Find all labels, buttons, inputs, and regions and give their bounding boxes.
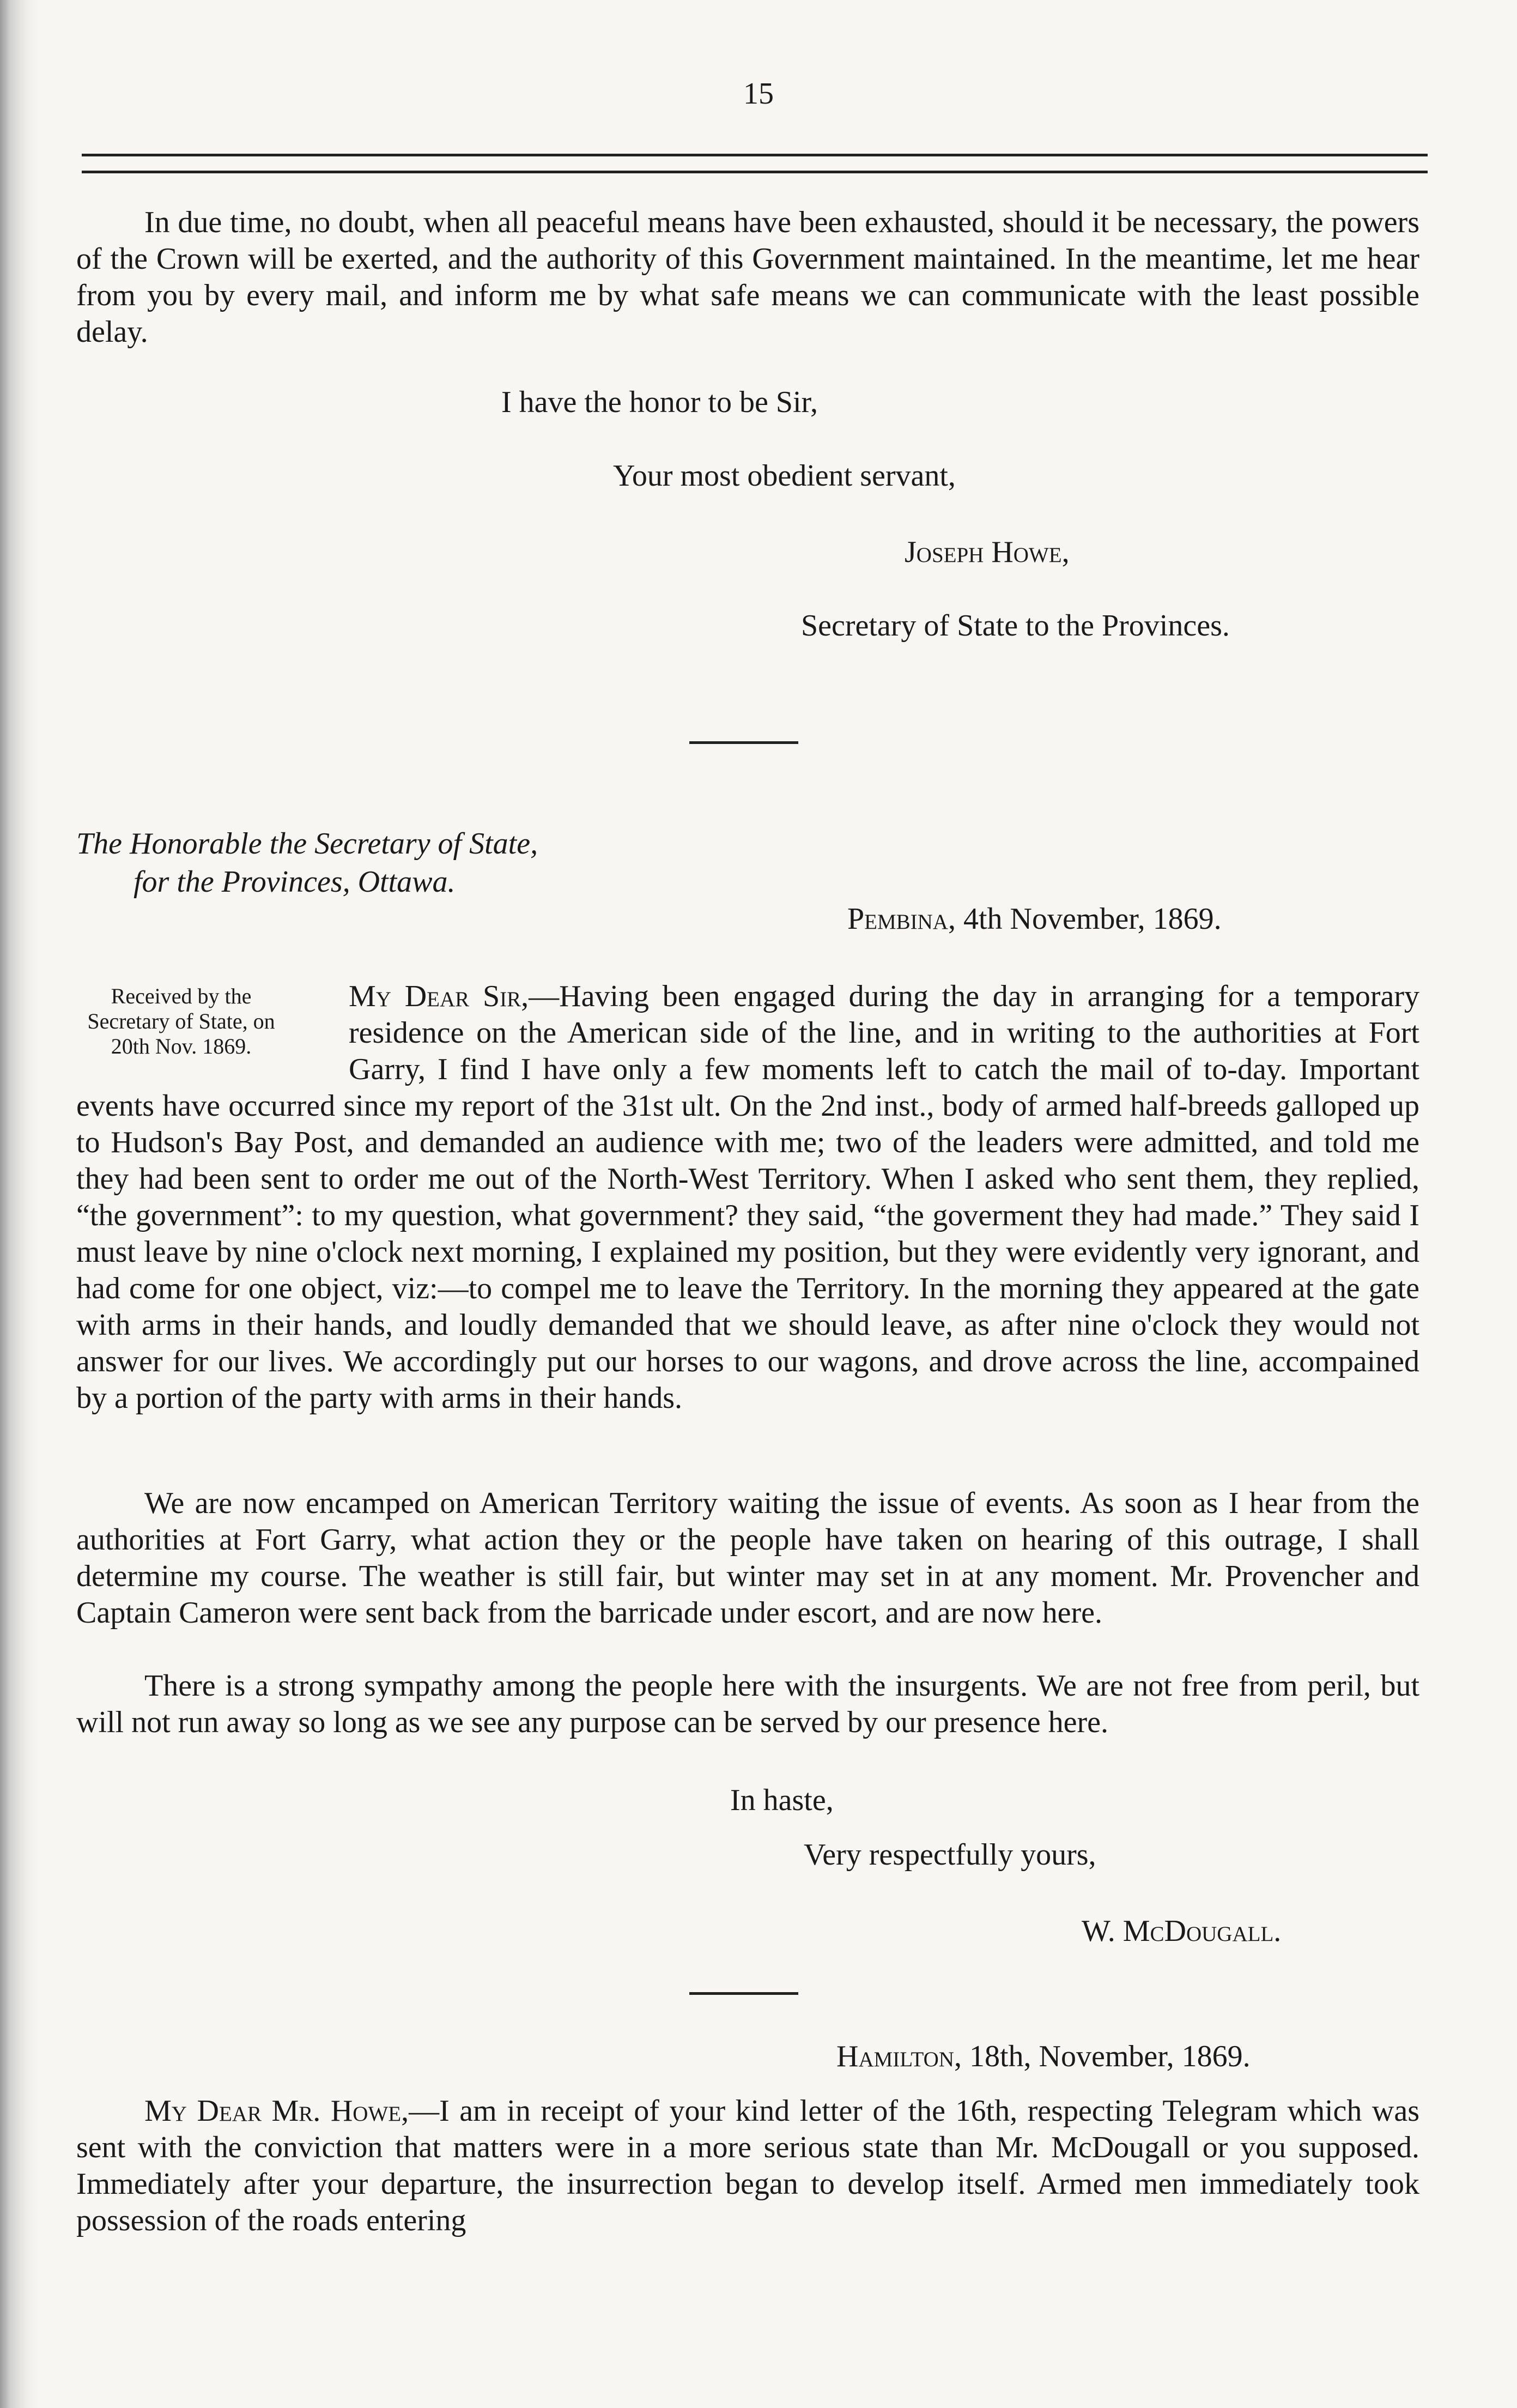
letter2-closing-2: Very respectfully yours, <box>804 1838 1096 1872</box>
received-sidenote: Received by the Secretary of State, on 20th Nov. 1869. <box>87 984 275 1058</box>
letter3-date: 18th, November, 1869. <box>969 2040 1251 2073</box>
letter1-paragraph: In due time, no doubt, when all peaceful means have been exhausted, should it be necessary, the powers of the Crown will be exerted, and the authority of this Government maintained. In the meantime, let me hear from you by every mail, and inform me by what safe means we can communicate with the least possible delay. <box>76 205 1419 349</box>
letter2-paragraph1-text: —Having been engaged during the day in arranging for a temporary residence on the American side of the line, and in writing to the authorities at Fort Garry, I find I have only a few moments left to catch the mail of to-day. Important events have occurred since my report of the 31st ult. On the 2nd inst., body of armed half-breeds galloped up to Hudson's Bay Post, and demanded an audience with me; two of the leaders were admitted, and told me they had been sent to order me out of the North-West Territory. When I asked who sent them, they replied, “the government”: to my question, what government? they said, “the goverment they had made.” They said I must leave by nine o'clock next morning, I explained my position, but they were evidently very ignorant, and had come for one object, viz:—to compel me to leave the Territory. In the morning they appeared at the gate with arms in their hands, and loudly demanded that we should leave, as after nine o'clock they would not answer for our lives. We accordingly put our horses to our wagons, and drove across the line, accompained by a portion of the party with arms in their hands. <box>76 979 1420 1415</box>
separator-rule <box>689 741 798 744</box>
letter2-paragraph3: There is a strong sympathy among the people here with the insurgents. We are not free from peril, but will not run away so long as we see any purpose can be served by our presence here. <box>76 1669 1419 1739</box>
letter2-salutation: My Dear Sir, <box>349 979 529 1013</box>
letter2-addressee-line2: for the Provinces, Ottawa. <box>134 865 456 899</box>
letter2-dateline <box>847 901 1222 937</box>
scan-binding-edge <box>0 0 38 2408</box>
sidenote-spacer <box>76 978 349 1085</box>
separator-rule-2 <box>689 1992 798 1995</box>
letter3-salutation: My Dear Mr. Howe, <box>144 2094 409 2128</box>
letter2-paragraph2: We are now encamped on American Territory waiting the issue of events. As soon as I hear from the authorities at Fort Garry, what action they or the people have taken on hearing of this outrage, I shall determine my course. The weather is still fair, but winter may set in at any moment. Mr. Provencher and Captain Cameron were sent back from the barricade under escort, and are now here. <box>76 1486 1419 1630</box>
letter1-closing-1: I have the honor to be Sir, <box>501 385 818 419</box>
letter2-paragraph1 <box>76 978 1419 1417</box>
letter3-paragraph1 <box>76 2093 1419 2239</box>
letter2-closing-1: In haste, <box>730 1783 834 1817</box>
letter3-place: Hamilton, <box>836 2040 962 2073</box>
letter3-paragraph1-text: —I am in receipt of your kind letter of the 16th, respecting Telegram which was sent with the conviction that matters were in a more serious state than Mr. McDougall or you supposed. Immediately after your departure, the insurrection began to develop itself. Armed men immediately took possession of the roads entering <box>76 2094 1419 2237</box>
letter1-signature: Joseph Howe, <box>905 535 1070 569</box>
page-number: 15 <box>743 77 774 111</box>
letter2-addressee-line1: The Honorable the Secretary of State, <box>76 827 538 861</box>
header-double-rule <box>82 154 1428 173</box>
letter2-date: 4th November, 1869. <box>963 902 1222 936</box>
letter3-dateline <box>836 2038 1251 2075</box>
letter2-place: Pembina, <box>847 902 956 936</box>
letter1-closing-2: Your most obedient servant, <box>613 459 956 493</box>
letter1-signature-title: Secretary of State to the Provinces. <box>801 609 1230 643</box>
letter2-signature: W. McDougall. <box>1082 1914 1282 1948</box>
